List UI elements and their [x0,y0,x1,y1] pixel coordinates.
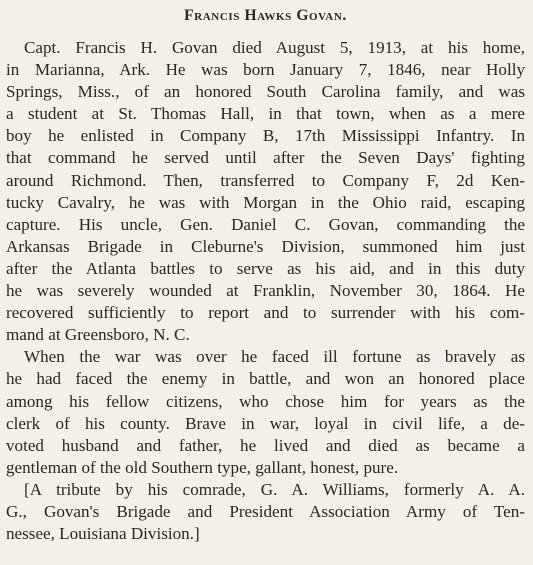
paragraph [6,479,525,545]
article-title: Francis Hawks Govan. [184,7,347,24]
text-line: mand at Greensboro, N. C. [6,325,190,345]
text-line: after the Atlanta battles to serve as his aid, and in this duty [6,258,525,278]
article-body [6,37,525,545]
text-line: in Marianna, Ark. He was born January 7, 1846, near Holly [6,60,525,80]
text-line: capture. His uncle, Gen. Daniel C. Govan, commanding the [6,214,525,234]
paragraph [6,346,525,479]
text-line: a student at St. Thomas Hall, in that town, when as a mere [6,104,525,124]
text-line: Capt. Francis H. Govan died August 5, 1913, at his home, [24,38,525,57]
text-line: gentleman of the old Southern type, gallant, honest, pure. [6,457,399,477]
text-line: recovered sufficiently to report and to surrender with his com- [6,303,525,323]
text-line: G., Govan's Brigade and President Association Army of Ten- [6,501,525,521]
text-line: that command he served until after the Seven Days' fighting [6,148,525,168]
text-line: nessee, Louisiana Division.] [6,524,200,544]
text-line: he had faced the enemy in battle, and won an honored place [6,369,525,389]
text-line: Springs, Miss., of an honored South Carolina family, and was [6,82,525,102]
text-line: around Richmond. Then, transferred to Company F, 2d Ken- [6,170,525,190]
text-line: boy he enlisted in Company B, 17th Mississippi Infantry. In [6,126,525,146]
text-line: clerk of his county. Brave in war, loyal in civil life, a de- [6,413,525,433]
text-line: Arkansas Brigade in Cleburne's Division, summoned him just [6,236,525,256]
paragraph [6,37,525,346]
text-line: among his fellow citizens, who chose him for years as the [6,391,525,411]
text-line: tucky Cavalry, he was with Morgan in the Ohio raid, escaping [6,192,525,212]
text-line: When the war was over he faced ill fortune as bravely as [24,347,525,367]
text-line: [A tribute by his comrade, G. A. Williams, formerly A. A. [24,479,525,499]
text-line: voted husband and father, he lived and died as became a [6,435,525,455]
text-line: he was severely wounded at Franklin, November 30, 1864. He [6,281,525,301]
